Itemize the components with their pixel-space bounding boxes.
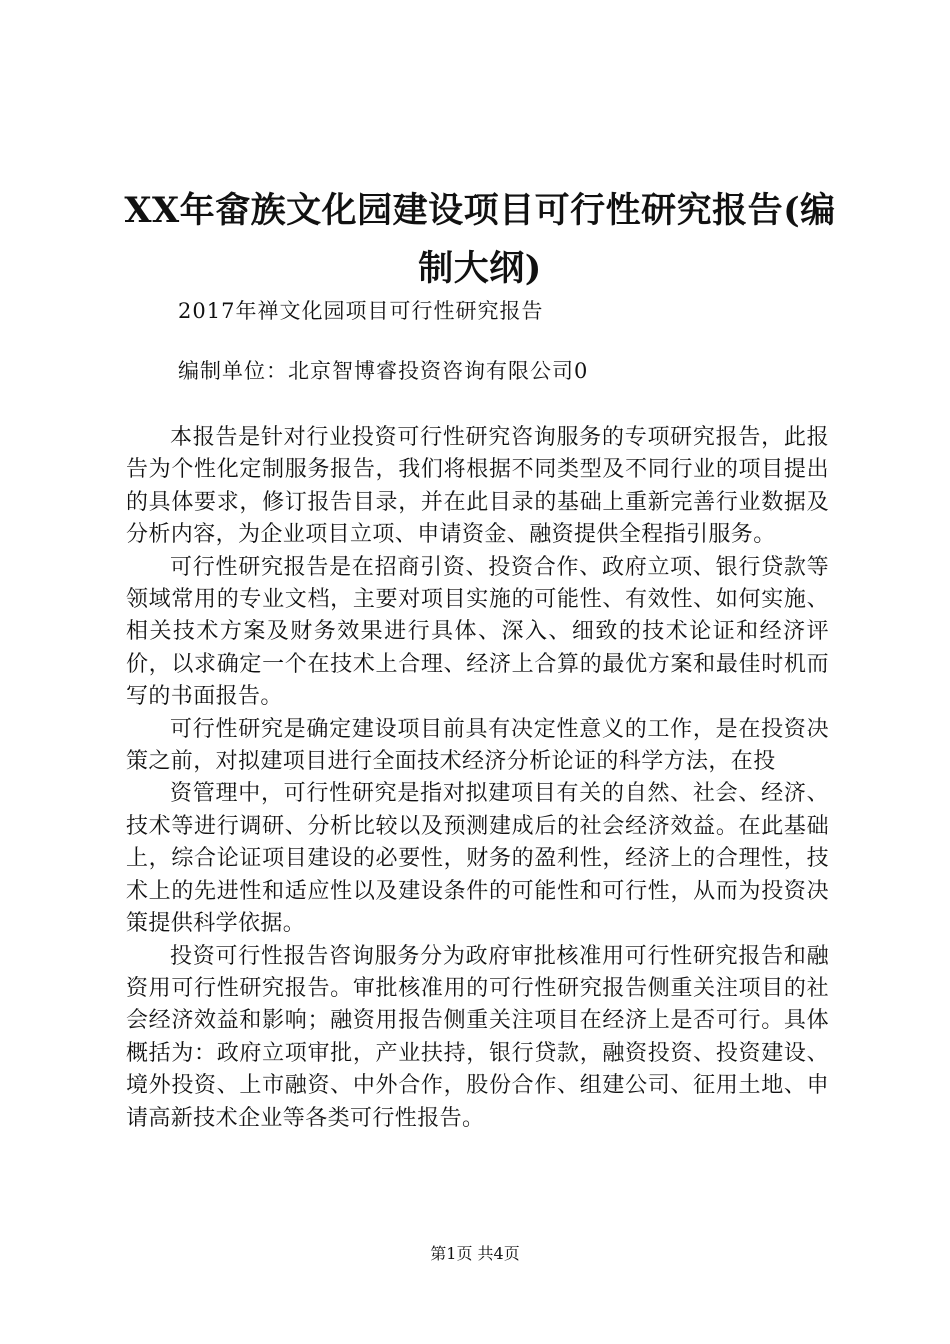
page-number-footer: 第1页 共4页	[430, 1244, 520, 1263]
paragraph-research-importance: 可行性研究是确定建设项目前具有决定性意义的工作，是在投资决策之前，对拟建项目进行全面技术经济分析论证的科学方法，在投	[126, 716, 829, 775]
paragraph-investment-management: 资管理中，可行性研究是指对拟建项目有关的自然、社会、经济、技术等进行调研、分析比较以及预测建成后的社会经济效益。在此基础上，综合论证项目建设的必要性，财务的盈利性，经济上的合理性，技术上的先进性和适应性以及建设条件的可能性和可行性，从而为投资决策提供科学依据。	[126, 781, 829, 937]
document-body	[126, 422, 829, 1135]
document-title: XX年畲族文化园建设项目可行性研究报告(编制大纲)	[124, 190, 836, 289]
compiler-unit-line: 编制单位：北京智博睿投资咨询有限公司0	[178, 359, 589, 383]
paragraph-intro: 本报告是针对行业投资可行性研究咨询服务的专项研究报告，此报告为个性化定制服务报告，我们将根据不同类型及不同行业的项目提出的具体要求，修订报告目录，并在此目录的基础上重新完善行业数据及分析内容，为企业项目立项、申请资金、融资提供全程指引服务。	[126, 425, 829, 548]
paragraph-report-definition: 可行性研究报告是在招商引资、投资合作、政府立项、银行贷款等领域常用的专业文档，主要对项目实施的可能性、有效性、如何实施、相关技术方案及财务效果进行具体、深入、细致的技术论证和经济评价，以求确定一个在技术上合理、经济上合算的最优方案和最佳时机而写的书面报告。	[126, 554, 829, 710]
report-subtitle-line: 2017年禅文化园项目可行性研究报告	[178, 299, 544, 323]
paragraph-service-types: 投资可行性报告咨询服务分为政府审批核准用可行性研究报告和融资用可行性研究报告。审批核准用的可行性研究报告侧重关注项目的社会经济效益和影响；融资用报告侧重关注项目在经济上是否可行。具体概括为：政府立项审批，产业扶持，银行贷款，融资投资、投资建设、境外投资、上市融资、中外合作，股份合作、组建公司、征用土地、申请高新技术企业等各类可行性报告。	[126, 943, 829, 1131]
